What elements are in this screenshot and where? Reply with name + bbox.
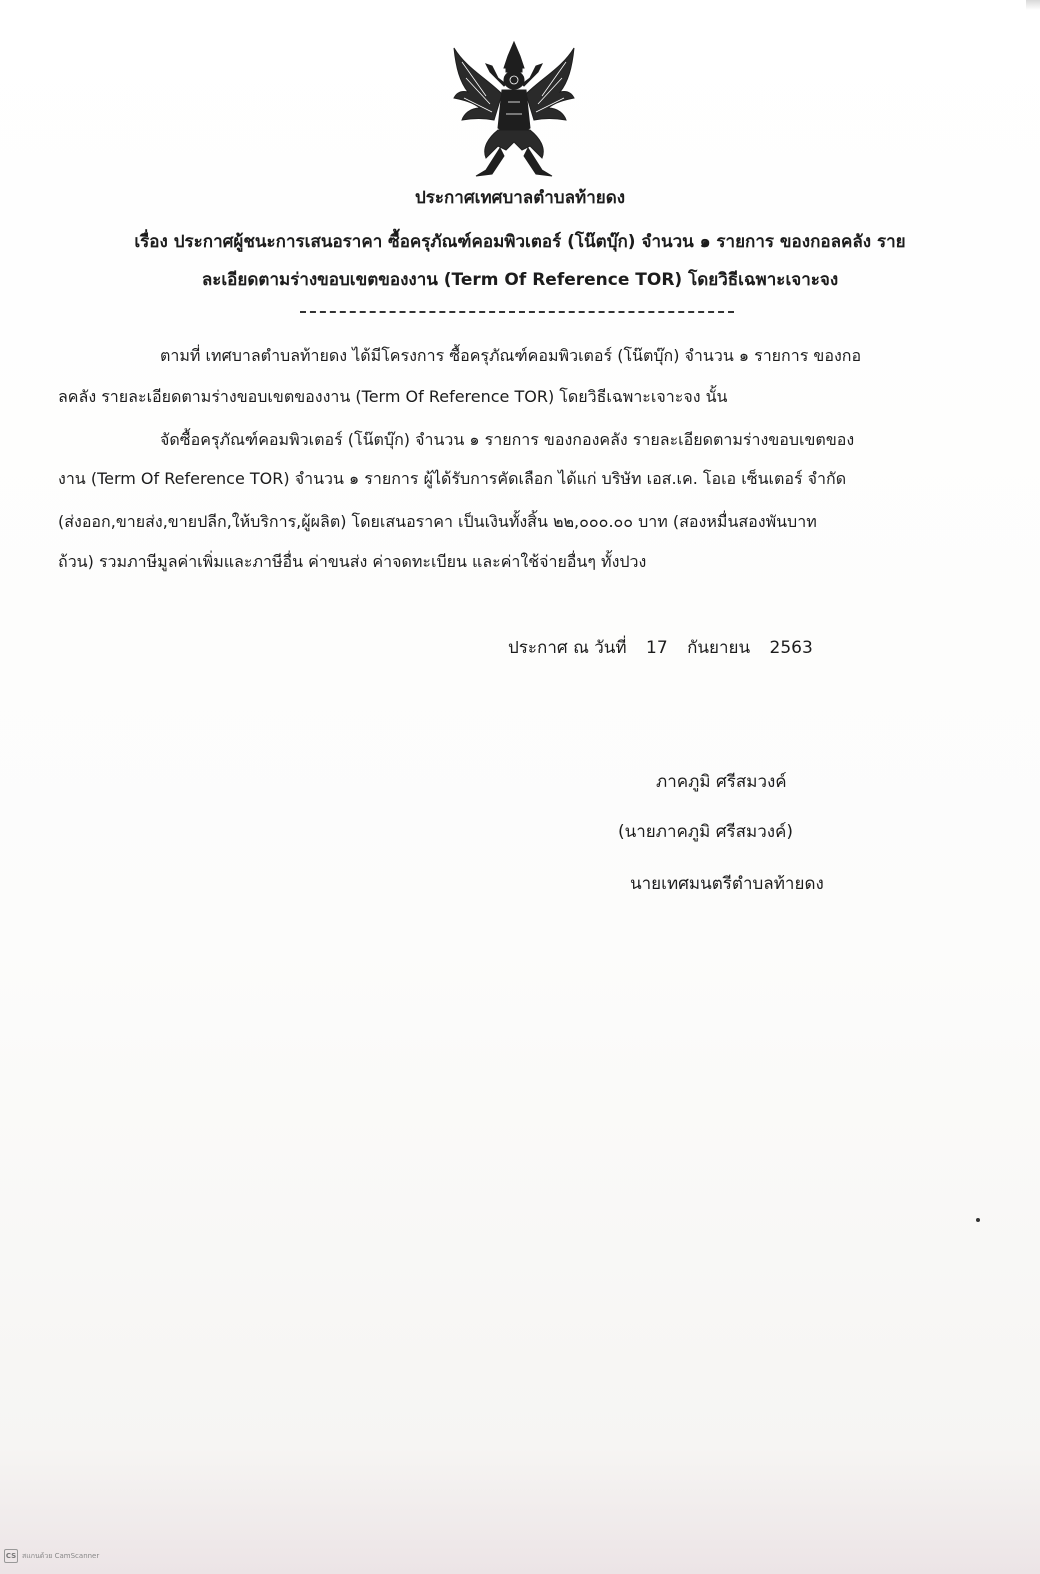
garuda-emblem-icon bbox=[446, 38, 582, 180]
announcement-date bbox=[508, 634, 827, 661]
body-line-1: ตามที่ เทศบาลตำบลท้ายดง ได้มีโครงการ ซื้อครุภัณฑ์คอมพิวเตอร์ (โน๊ตบุ๊ก) จำนวน ๑ รายการ ของกอ bbox=[160, 346, 862, 365]
body-line-3: จัดซื้อครุภัณฑ์คอมพิวเตอร์ (โน๊ตบุ๊ก) จำนวน ๑ รายการ ของกองคลัง รายละเอียดตามร่างขอบเขตของ bbox=[160, 430, 855, 449]
subject-line-1: เรื่อง ประกาศผู้ชนะการเสนอราคา ซื้อครุภัณฑ์คอมพิวเตอร์ (โน๊ตบุ๊ก) จำนวน ๑ รายการ ของกอลคลัง ราย bbox=[134, 232, 906, 252]
signature-name: ภาคภูมิ ศรีสมวงค์ bbox=[656, 772, 787, 792]
date-year: 2563 bbox=[769, 638, 813, 658]
camscanner-text: สแกนด้วย CamScanner bbox=[22, 1551, 100, 1560]
body-line-6: ถ้วน) รวมภาษีมูลค่าเพิ่มและภาษีอื่น ค่าขนส่ง ค่าจดทะเบียน และค่าใช้จ่ายอื่นๆ ทั้งปวง bbox=[58, 552, 647, 571]
signatory-position: นายเทศมนตรีตำบลท้ายดง bbox=[630, 874, 824, 894]
scan-edge-mark bbox=[1026, 0, 1040, 10]
camscanner-watermark bbox=[4, 1549, 99, 1563]
section-divider bbox=[300, 311, 734, 313]
scan-speck bbox=[976, 1218, 980, 1222]
date-month: กันยายน bbox=[687, 638, 751, 658]
body-line-4: งาน (Term Of Reference TOR) จำนวน ๑ รายการ ผู้ได้รับการคัดเลือก ได้แก่ บริษัท เอส.เค. โอเอ เซ็นเตอร์ จำกัด bbox=[58, 469, 847, 488]
date-prefix: ประกาศ ณ วันที่ bbox=[508, 638, 627, 658]
body-line-2: ลคลัง รายละเอียดตามร่างขอบเขตของงาน (Term Of Reference TOR) โดยวิธีเฉพาะเจาะจง นั้น bbox=[58, 387, 728, 406]
signatory-printed-name: (นายภาคภูมิ ศรีสมวงค์) bbox=[618, 822, 794, 842]
body-line-5: (ส่งออก,ขายส่ง,ขายปลีก,ให้บริการ,ผู้ผลิต) โดยเสนอราคา เป็นเงินทั้งสิ้น ๒๒,๐๐๐.๐๐ บาท (สองหมื่นสองพันบาท bbox=[58, 512, 817, 531]
subject-line-2: ละเอียดตามร่างขอบเขตของงาน (Term Of Reference TOR) โดยวิธีเฉพาะเจาะจง bbox=[201, 270, 839, 290]
camscanner-logo-icon: CS bbox=[4, 1549, 18, 1563]
organization-title: ประกาศเทศบาลตำบลท้ายดง bbox=[414, 188, 626, 208]
date-day: 17 bbox=[646, 638, 668, 658]
